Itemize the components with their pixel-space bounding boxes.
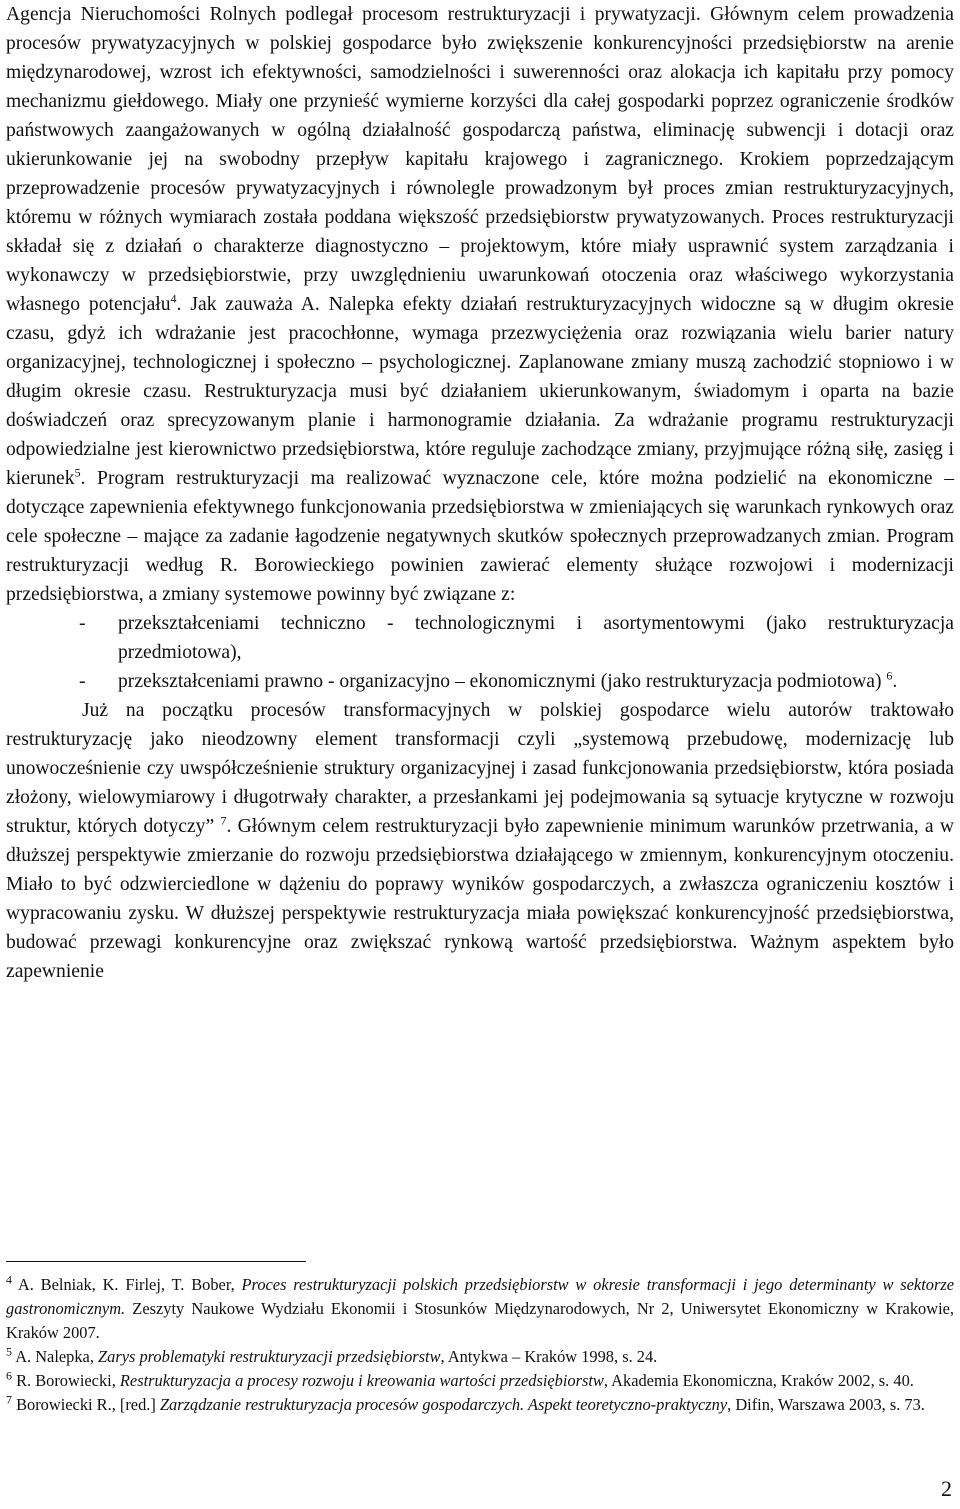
footnote bbox=[6, 1273, 954, 1345]
list-item bbox=[6, 667, 954, 696]
footnote-title: Zarządzanie restrukturyzacja procesów gospodarczych. Aspekt teoretyczno-praktyczny bbox=[159, 1395, 728, 1414]
footnote-author: A. Belniak, K. Firlej, T. Bober, bbox=[12, 1275, 242, 1294]
list-item bbox=[6, 609, 954, 667]
footnote bbox=[6, 1369, 954, 1393]
paragraph-transformation bbox=[6, 696, 954, 986]
bullet-list bbox=[6, 609, 954, 696]
footnote-publisher: Zeszyty Naukowe Wydziału Ekonomii i Stosunków Międzynarodowych, Nr 2, Uniwersytet Ekonomiczny w Krakowie, Kraków 2007. bbox=[6, 1299, 954, 1342]
footnote-title: Zarys problematyki restrukturyzacji przedsiębiorstw bbox=[98, 1347, 441, 1366]
footnote-reference: 4 bbox=[170, 291, 177, 306]
footnote-number: 7 bbox=[6, 1392, 12, 1407]
footnote-author: A. Nalepka, bbox=[12, 1347, 99, 1366]
paragraph-text: . Program restrukturyzacji ma realizować wyznaczone cele, które można podzielić na ekonomiczne – dotyczące zapewnienia efektywnego funkcjonowania przedsiębiorstwa w zmieniających się warunkach rynkowych oraz cele społeczne – mające za zadanie łagodzenie negatywnych skutków społecznych przeprowadzanych zmian. Program restrukturyzacji według R. Borowieckiego powinien zawierać elementy służące rozwojowi i modernizacji przedsiębiorstwa, a zmiany systemowe powinny być związane z: bbox=[6, 468, 954, 605]
footnote-number: 4 bbox=[6, 1272, 12, 1287]
footnote-author: R. Borowiecki, bbox=[12, 1371, 120, 1390]
footnote bbox=[6, 1393, 954, 1417]
list-dash: - bbox=[79, 613, 86, 634]
footnote-author: Borowiecki R., [red.] bbox=[12, 1395, 160, 1414]
footnote-reference: 7 bbox=[220, 813, 227, 828]
paragraph-text: . Jak zauważa A. Nalepka efekty działań restrukturyzacyjnych widoczne są w długim okresie czasu, gdyż ich wdrażanie jest pracochłonne, wymaga przezwyciężenia oraz rozwiązania wielu barier natury organizacyjnej, technologicznej i społeczno – psychologicznej. Zaplanowane zmiany muszą zachodzić stopniowo i w długim okresie czasu. Restrukturyzacja musi być działaniem ukierunkowanym, świadomym i oparta na bazie doświadczeń oraz sprecyzowanym planie i harmonogramie działania. Za wdrażanie programu restrukturyzacji odpowiedzialne jest kierownictwo przedsiębiorstwa, które reguluje zachodzące zmiany, przyjmujące różną siłę, zasięg i kierunek bbox=[6, 294, 954, 489]
footnotes bbox=[6, 1273, 954, 1417]
paragraph-text: Już na początku procesów transformacyjnych w polskiej gospodarce wielu autorów traktowało restrukturyzację jako nieodzowny element transformacji czyli „systemową przebudowę, modernizację lub unowocześnienie czy uwspółcześnienie struktury organizacyjnej i zasad funkcjonowania przedsiębiorstw, która posiada złożony, wielowymiarowy i długotrwały charakter, a przesłankami jej podejmowania są sytuacje krytyczne w rozwoju struktur, których dotyczy” bbox=[6, 700, 954, 837]
list-item-text: . bbox=[892, 671, 898, 692]
footnote-reference: 6 bbox=[886, 668, 893, 683]
footnote-reference: 5 bbox=[74, 465, 81, 480]
footnote-separator bbox=[6, 1261, 306, 1262]
main-text bbox=[6, 0, 954, 986]
footnote-publisher: , Antykwa – Kraków 1998, s. 24. bbox=[440, 1347, 658, 1366]
list-item-text: przekształceniami prawno - organizacyjno – ekonomicznymi (jako restrukturyzacja podmiotowa) bbox=[118, 671, 887, 692]
document-page bbox=[6, 0, 954, 986]
footnote-number: 5 bbox=[6, 1344, 12, 1359]
footnote-title: Restrukturyzacja a procesy rozwoju i kreowania wartości przedsiębiorstw bbox=[119, 1371, 604, 1390]
footnote-publisher: , Akademia Ekonomiczna, Kraków 2002, s. 40. bbox=[603, 1371, 914, 1390]
paragraph-text: Agencja Nieruchomości Rolnych podlegał procesom restrukturyzacji i prywatyzacji. Głównym celem prowadzenia procesów prywatyzacyjnych w polskiej gospodarce było zwiększenie konkurencyjności przedsiębiorstw na arenie międzynarodowej, wzrost ich efektywności, samodzielności i suwerenności oraz alokacja ich kapitału przy pomocy mechanizmu giełdowego. Miały one przynieść wymierne korzyści dla całej gospodarki poprzez ograniczenie środków państwowych zaangażowanych w ogólną działalność gospodarczą państwa, eliminację subwencji i dotacji oraz ukierunkowanie jej na swobodny przepływ kapitału krajowego i zagranicznego. Krokiem poprzedzającym przeprowadzenie procesów prywatyzacyjnych i równolegle prowadzonym był proces zmian restrukturyzacyjnych, któremu w różnych wymiarach została poddana większość przedsiębiorstw prywatyzowanych. Proces restrukturyzacji składał się z działań o charakterze diagnostyczno – projektowym, które miały usprawnić system zarządzania i wykonawczy w przedsiębiorstwie, przy uwzględnieniu uwarunkowań otoczenia oraz właściwego wykorzystania własnego potencjału bbox=[6, 4, 954, 315]
footnote bbox=[6, 1345, 954, 1369]
list-item-text: przekształceniami techniczno - technologicznymi i asortymentowymi (jako restrukturyzacja przedmiotowa), bbox=[118, 613, 954, 663]
paragraph-restructuring bbox=[6, 0, 954, 609]
footnote-publisher: , Difin, Warszawa 2003, s. 73. bbox=[727, 1395, 925, 1414]
page-number: 2 bbox=[941, 1476, 952, 1501]
footnote-title: Proces restrukturyzacji polskich przedsiębiorstw w okresie transformacji i jego determinanty w sektorze gastronomicznym. bbox=[6, 1275, 954, 1318]
list-dash: - bbox=[79, 671, 86, 692]
paragraph-text: . Głównym celem restrukturyzacji było zapewnienie minimum warunków przetrwania, a w dłuższej perspektywie zmierzanie do rozwoju przedsiębiorstwa działającego w zmiennym, konkurencyjnym otoczeniu. Miało to być odzwierciedlone w dążeniu do poprawy wyników gospodarczych, a zwłaszcza ograniczeniu kosztów i wypracowaniu zysku. W dłuższej perspektywie restrukturyzacja miała powiększać konkurencyjność przedsiębiorstwa, budować przewagi konkurencyjne oraz zwiększać rynkową wartość przedsiębiorstwa. Ważnym aspektem było zapewnienie bbox=[6, 816, 954, 982]
footnote-number: 6 bbox=[6, 1368, 12, 1383]
